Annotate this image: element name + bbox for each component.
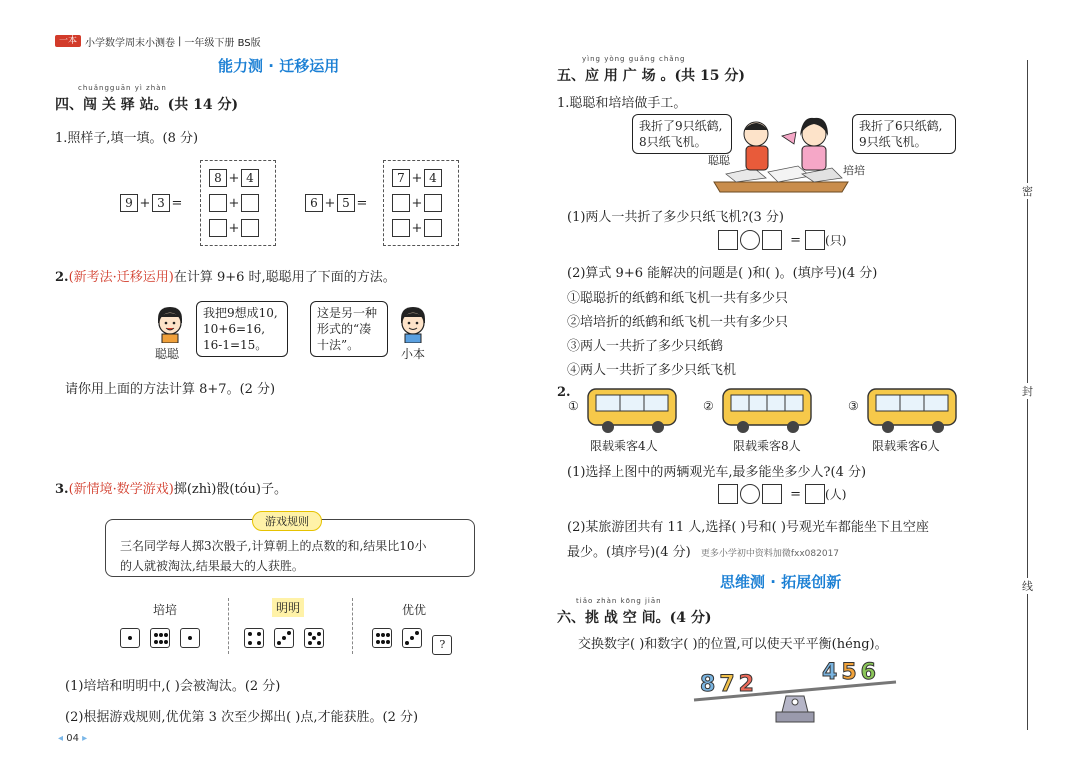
ex1-addend-b: 3	[152, 194, 170, 212]
ex2-given-2: 4	[424, 169, 442, 187]
die-face-5-icon	[304, 628, 324, 648]
ex2-addend-b: 5	[337, 194, 355, 212]
q2-number: 2.	[55, 270, 69, 285]
eq1-blank-b[interactable]	[762, 230, 782, 250]
ex1-blank-4[interactable]	[241, 219, 259, 237]
ex2-row3-plus: +	[411, 220, 423, 236]
die-face-4-icon	[244, 628, 264, 648]
bus-3-capacity: 限载乘客6人	[872, 439, 940, 453]
ex2-row2-plus: +	[411, 195, 423, 211]
xiaoben-name: 小本	[401, 347, 426, 361]
question-1-prompt: 1.照样子,填一填。(8 分)	[55, 131, 199, 146]
option-4: ④两人一共折了多少只纸飞机	[567, 363, 737, 378]
question-2-prompt	[55, 266, 396, 285]
die-face-3-icon	[402, 628, 422, 648]
header-divider: |	[178, 35, 182, 47]
section-4-title: 四、闯 关 驿 站。(共 14 分)	[55, 97, 239, 113]
digit-5[interactable]: 5	[841, 660, 857, 685]
ex1-given-2: 4	[241, 169, 259, 187]
tour-bus-icon	[862, 385, 962, 437]
youyou-dice	[372, 628, 458, 655]
option-2: ②培培折的纸鹤和纸飞机一共有多少只	[567, 315, 789, 330]
bus-1-capacity: 限载乘客4人	[590, 439, 658, 453]
peipei-dice	[120, 628, 206, 652]
sec5-pinyin: yìng yòng guǎng chǎng	[582, 55, 686, 63]
r-q2-2-tail: 最少。(填序号)(4 分)	[567, 545, 691, 560]
die-face-6-icon	[372, 628, 392, 648]
digit-4[interactable]: 4	[822, 660, 838, 685]
bus-3-label: ③	[848, 399, 859, 413]
rule-line-2: 的人就被淘汰,结果最大的人获胜。	[120, 559, 304, 573]
die-face-1-icon	[180, 628, 200, 648]
congcong-name: 聪聪	[155, 347, 180, 361]
eq2-result-blank[interactable]	[805, 484, 825, 504]
r-question-2-number: 2.	[557, 385, 571, 400]
ex1-row3-plus: +	[228, 220, 240, 236]
bus-2-label: ②	[703, 399, 714, 413]
ex1-equals: =	[171, 195, 183, 211]
digit-2[interactable]: 2	[738, 672, 754, 697]
rule-line-1: 三名同学每人掷3次骰子,计算朝上的点数的和,结果比10小	[120, 539, 427, 553]
ex1-plus: +	[139, 195, 151, 211]
page-number: ◂ 04 ▸	[58, 733, 88, 744]
xiaoben-line-2: 形式的“凑	[317, 322, 372, 336]
peipei-craft-bubble	[852, 114, 956, 154]
balance-left-digits	[700, 672, 754, 697]
r-question-1-1: (1)两人一共折了多少只纸飞机?(3 分)	[567, 210, 784, 225]
eq2-equals: =	[790, 486, 802, 502]
ex2-row1-plus: +	[411, 170, 423, 186]
ex2-addend-a: 6	[305, 194, 323, 212]
name-peipei: 培培	[843, 164, 865, 177]
ability-test-title	[218, 55, 339, 76]
question-3-1: (1)培培和明明中,( )会被淘汰。(2 分)	[65, 679, 281, 694]
craft-left-line-1: 我折了9只纸鹤,	[639, 119, 723, 133]
example-2-decomposition	[383, 160, 459, 246]
eq1-blank-a[interactable]	[718, 230, 738, 250]
xiaoben-line-3: 十法”。	[317, 338, 360, 352]
name-congcong: 聪聪	[708, 154, 730, 167]
digit-7[interactable]: 7	[719, 672, 735, 697]
eq1-unit: (只)	[825, 233, 847, 248]
ex1-given-1: 8	[209, 169, 227, 187]
question-3-prompt	[55, 478, 287, 497]
option-3: ③两人一共折了多少只纸鹤	[567, 339, 724, 354]
ex2-blank-3[interactable]	[392, 219, 410, 237]
equation-template-2	[718, 484, 846, 504]
ability-title-sub: 迁移运用	[279, 57, 340, 75]
die-face-3-icon	[274, 628, 294, 648]
sec4-pinyin: chuǎngguān yì zhàn	[78, 84, 167, 92]
q3-tag: (新情境·数学游戏)	[68, 482, 174, 497]
seal-char-3: 线	[1022, 580, 1033, 593]
ability-title-main: 能力测	[218, 57, 264, 75]
r-question-1-2: (2)算式 9+6 能解决的问题是( )和( )。(填序号)(4 分)	[567, 266, 878, 281]
xiaoben-figure-icon	[395, 303, 431, 343]
r-question-2-2-cont	[567, 541, 839, 560]
equation-template-1	[718, 230, 846, 250]
craft-right-line-2: 9只纸飞机。	[859, 135, 927, 149]
mingming-dice	[244, 628, 330, 652]
r-question-2-1: (1)选择上图中的两辆观光车,最多能坐多少人?(4 分)	[567, 465, 867, 480]
ex1-row2-plus: +	[228, 195, 240, 211]
q3-text: 掷(zhì)骰(tóu)子。	[173, 482, 287, 497]
player-mingming-name: 明明	[272, 598, 304, 617]
grade-label: 一年级下册 BS版	[184, 37, 261, 49]
xiaoben-speech-bubble	[310, 301, 388, 357]
eq1-operator-blank[interactable]	[740, 230, 760, 250]
ability-title-dot: ·	[268, 57, 274, 75]
q2-tag: (新考法·迁移运用)	[68, 270, 174, 285]
ex2-blank-1[interactable]	[392, 194, 410, 212]
ex1-addend-a: 9	[120, 194, 138, 212]
congcong-figure-icon	[152, 303, 188, 343]
example-1	[120, 194, 184, 212]
r-question-2-2: (2)某旅游团共有 11 人,选择( )号和( )号观光车都能坐下且空座	[567, 520, 929, 535]
question-2-task: 请你用上面的方法计算 8+7。(2 分)	[65, 382, 276, 397]
congcong-line-3: 16-1=15。	[203, 338, 268, 352]
eq2-blank-b[interactable]	[762, 484, 782, 504]
game-rules-title: 游戏规则	[252, 511, 322, 531]
ex1-blank-3[interactable]	[209, 219, 227, 237]
seal-char-1: 密	[1022, 185, 1033, 198]
congcong-line-1: 我把9想成10,	[203, 306, 278, 320]
unknown-die[interactable]	[432, 635, 452, 655]
think-title-main: 思维测	[720, 573, 766, 591]
header-bar	[55, 34, 261, 48]
eq2-operator-blank[interactable]	[740, 484, 760, 504]
q3-number: 3.	[55, 482, 69, 497]
section-6-title: 六、挑 战 空 间。(4 分)	[557, 610, 712, 626]
page-number-value: 04	[66, 733, 79, 744]
series-title: 小学数学周末小测卷	[85, 37, 176, 49]
ex2-equals: =	[356, 195, 368, 211]
ex2-plus: +	[324, 195, 336, 211]
ex1-blank-1[interactable]	[209, 194, 227, 212]
craft-right-line-1: 我折了6只纸鹤,	[859, 119, 943, 133]
digit-6[interactable]: 6	[860, 660, 876, 685]
player-peipei-name: 培培	[153, 603, 178, 617]
eq2-unit: (人)	[825, 487, 847, 502]
r-question-1-prompt: 1.聪聪和培培做手工。	[557, 96, 687, 111]
r-question-6: 交换数字( )和数字( )的位置,可以使天平平衡(héng)。	[578, 637, 888, 652]
player-youyou-name: 优优	[402, 603, 427, 617]
bus-1-label: ①	[568, 399, 579, 413]
eq1-equals: =	[790, 232, 802, 248]
sec6-pinyin: tiǎo zhàn kōng jiān	[576, 597, 662, 605]
player-divider-1	[228, 598, 229, 654]
series-badge: 一本	[55, 35, 81, 47]
thinking-test-title	[720, 571, 841, 592]
example-1-decomposition	[200, 160, 276, 246]
ex2-blank-2[interactable]	[424, 194, 442, 212]
xiaoben-line-1: 这是另一种	[317, 306, 378, 320]
q2-text: 在计算 9+6 时,聪聪用了下面的方法。	[173, 270, 396, 285]
ex2-blank-4[interactable]	[424, 219, 442, 237]
eq2-blank-a[interactable]	[718, 484, 738, 504]
balance-right-digits	[822, 660, 876, 685]
digit-8[interactable]: 8	[700, 672, 716, 697]
watermark-text: 更多小学初中资料加微fxx082017	[700, 549, 840, 559]
ex2-given-1: 7	[392, 169, 410, 187]
section-5-title: 五、应 用 广 场 。(共 15 分)	[557, 68, 745, 84]
think-title-sub: 拓展创新	[781, 573, 842, 591]
congcong-speech-bubble	[196, 301, 288, 357]
tour-bus-icon	[582, 385, 682, 437]
tour-bus-icon	[717, 385, 817, 437]
seal-char-2: 封	[1022, 385, 1033, 398]
think-title-dot: ·	[770, 573, 776, 591]
unknown-die-mark: ?	[439, 638, 446, 651]
player-divider-2	[352, 598, 353, 654]
option-1: ①聪聪折的纸鹤和纸飞机一共有多少只	[567, 291, 789, 306]
die-face-1-icon	[120, 628, 140, 648]
craft-left-line-2: 8只纸飞机。	[639, 135, 707, 149]
eq1-result-blank[interactable]	[805, 230, 825, 250]
congcong-line-2: 10+6=16,	[203, 322, 266, 336]
bus-2-capacity: 限载乘客8人	[733, 439, 801, 453]
question-3-2: (2)根据游戏规则,优优第 3 次至少掷出( )点,才能获胜。(2 分)	[65, 710, 419, 725]
ex1-row1-plus: +	[228, 170, 240, 186]
example-2	[305, 194, 369, 212]
die-face-6-icon	[150, 628, 170, 648]
ex1-blank-2[interactable]	[241, 194, 259, 212]
